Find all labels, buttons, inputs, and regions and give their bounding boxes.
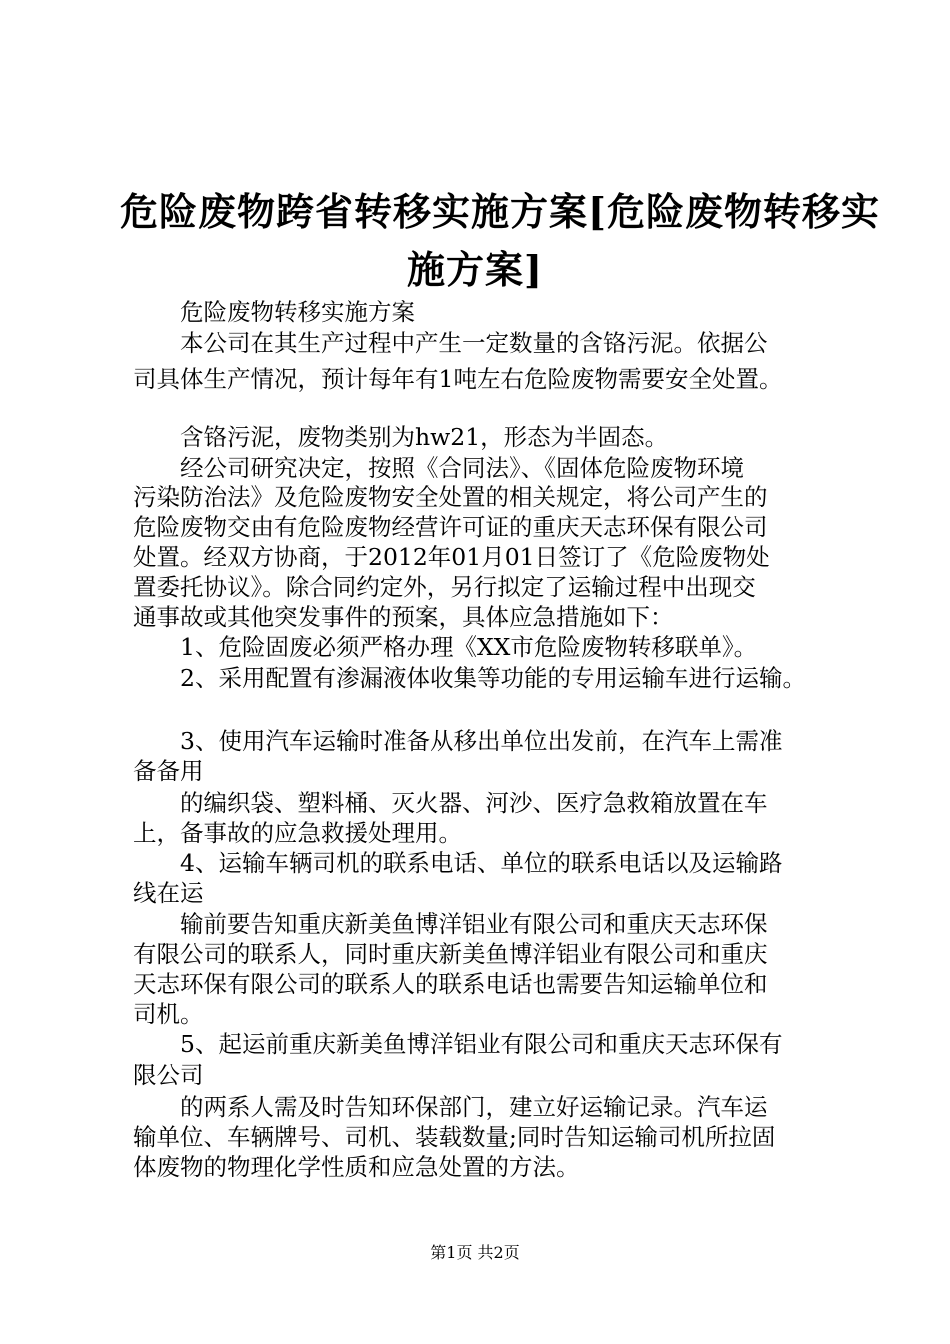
list-item-line: 2、采用配置有渗漏液体收集等功能的专用运输车进行运输。 bbox=[180, 664, 806, 692]
paragraph-line: 处置。经双方协商，于2012年01月01日签订了《危险废物处 bbox=[133, 543, 770, 571]
list-item-line: 1、危险固废必须严格办理《XX市危险废物转移联单》。 bbox=[180, 633, 758, 661]
list-item-line: 5、起运前重庆新美鱼博洋铝业有限公司和重庆天志环保有 bbox=[180, 1030, 783, 1058]
paragraph-line: 经公司研究决定，按照《合同法》、《固体危险废物环境 bbox=[180, 454, 744, 482]
paragraph-line: 危险废物交由有危险废物经营许可证的重庆天志环保有限公司 bbox=[133, 513, 768, 541]
list-item-line: 体废物的物理化学性质和应急处置的方法。 bbox=[133, 1153, 580, 1181]
list-item-line: 备备用 bbox=[133, 757, 204, 785]
paragraph-line: 司具体生产情况，预计每年有1吨左右危险废物需要安全处置。 bbox=[133, 365, 783, 393]
list-item-line: 输前要告知重庆新美鱼博洋铝业有限公司和重庆天志环保 bbox=[180, 910, 768, 938]
paragraph-line: 污染防治法》及危险废物安全处置的相关规定，将公司产生的 bbox=[133, 483, 768, 511]
list-item-line: 3、使用汽车运输时准备从移出单位出发前，在汽车上需准 bbox=[180, 727, 783, 755]
list-item-line: 的两系人需及时告知环保部门，建立好运输记录。汽车运 bbox=[180, 1093, 768, 1121]
paragraph-line: 本公司在其生产过程中产生一定数量的含铬污泥。依据公 bbox=[180, 329, 768, 357]
list-item-line: 线在运 bbox=[133, 879, 204, 907]
page-footer: 第1页 共2页 bbox=[430, 1243, 520, 1262]
list-item-line: 天志环保有限公司的联系人的联系电话也需要告知运输单位和 bbox=[133, 970, 768, 998]
document-title-line-1: 危险废物跨省转移实施方案[危险废物转移实 bbox=[120, 189, 880, 234]
subtitle-line: 危险废物转移实施方案 bbox=[180, 298, 415, 326]
list-item-line: 上，备事故的应急救援处理用。 bbox=[133, 819, 462, 847]
list-item-line: 输单位、车辆牌号、司机、装载数量;同时告知运输司机所拉固 bbox=[133, 1123, 776, 1151]
paragraph-line: 置委托协议》。除合同约定外，另行拟定了运输过程中出现交 bbox=[133, 573, 756, 601]
list-item-line: 的编织袋、塑料桶、灭火器、河沙、医疗急救箱放置在车 bbox=[180, 789, 768, 817]
document-title-line-2: 施方案] bbox=[407, 247, 543, 292]
list-item-line: 有限公司的联系人，同时重庆新美鱼博洋铝业有限公司和重庆 bbox=[133, 940, 768, 968]
paragraph-line: 含铬污泥，废物类别为hw21，形态为半固态。 bbox=[180, 423, 669, 451]
list-item-line: 司机。 bbox=[133, 1000, 204, 1028]
list-item-line: 限公司 bbox=[133, 1061, 204, 1089]
list-item-line: 4、运输车辆司机的联系电话、单位的联系电话以及运输路 bbox=[180, 849, 783, 877]
paragraph-line: 通事故或其他突发事件的预案，具体应急措施如下： bbox=[133, 603, 674, 631]
